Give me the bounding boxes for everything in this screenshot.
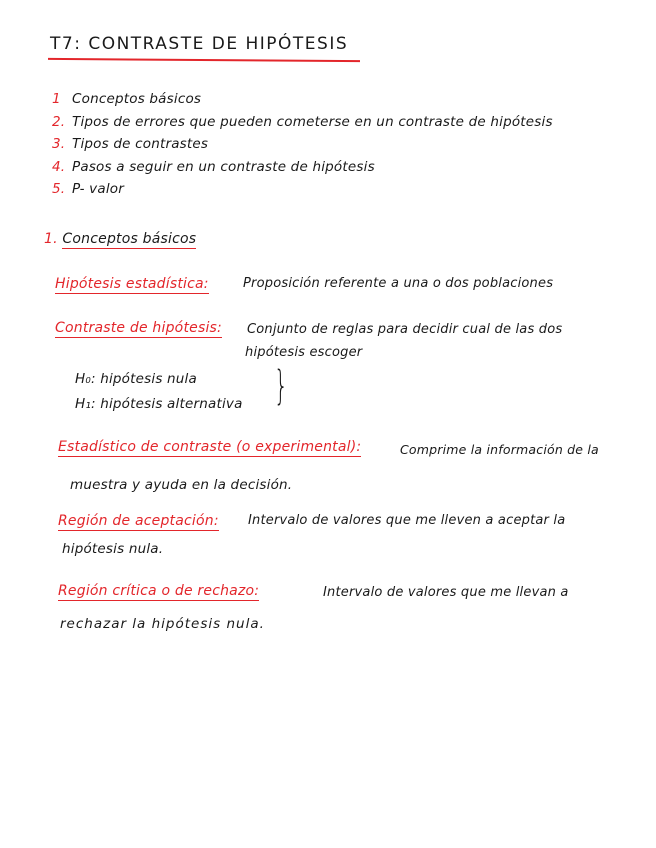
- toc-text: Tipos de errores que pueden cometerse en un contraste de hipótesis: [72, 113, 553, 130]
- definition-text-line1: Comprime la información de la: [400, 442, 599, 457]
- toc-text: Conceptos básicos: [72, 91, 202, 107]
- definition-text-line2: hipótesis escoger: [245, 345, 363, 360]
- section-number: 1.: [44, 231, 58, 247]
- toc-number: 2.: [52, 113, 66, 130]
- toc-item: [52, 111, 553, 134]
- definition-hipotesis-estadistica: [55, 276, 554, 292]
- toc-item: [52, 156, 553, 179]
- toc-item: [52, 88, 553, 111]
- definition-text-line2: rechazar la hipótesis nula.: [60, 616, 265, 632]
- definition-estadistico: [58, 439, 599, 493]
- page-title: T7: CONTRASTE DE HIPÓTESIS: [50, 34, 349, 54]
- toc-number: 4.: [52, 158, 66, 175]
- toc-number: 3.: [52, 136, 66, 153]
- toc-item: [52, 133, 553, 156]
- toc-text: P- valor: [72, 181, 124, 198]
- alternative-hypothesis: H₁: hipótesis alternativa: [75, 396, 243, 412]
- definition-term: Región de aceptación:: [58, 513, 219, 529]
- definition-text-line1: Conjunto de reglas para decidir cual de las dos: [247, 322, 563, 337]
- definition-text-line2: hipótesis nula.: [62, 541, 164, 557]
- section-title: Conceptos básicos: [62, 231, 197, 247]
- definition-text-line2: muestra y ayuda en la decisión.: [70, 477, 293, 493]
- toc-number: 1: [52, 91, 61, 107]
- right-brace-icon: }: [274, 363, 288, 409]
- toc-text: Pasos a seguir en un contraste de hipótesis: [72, 158, 375, 175]
- toc-number: 5.: [52, 181, 66, 198]
- definition-contraste-hipotesis: [55, 320, 563, 360]
- definition-term: Contraste de hipótesis:: [55, 320, 222, 336]
- section-heading: [44, 231, 196, 247]
- definition-term: Región crítica o de rechazo:: [58, 583, 260, 599]
- toc-item: [52, 178, 553, 201]
- definition-region-critica: [58, 583, 569, 632]
- definition-region-aceptacion: [58, 513, 566, 557]
- definition-text: Proposición referente a una o dos poblaciones: [243, 276, 554, 291]
- definition-text-line1: Intervalo de valores que me lleven a aceptar la: [248, 513, 566, 528]
- null-hypothesis: H₀: hipótesis nula: [75, 371, 197, 387]
- definition-text-line1: Intervalo de valores que me llevan a: [323, 585, 569, 600]
- definition-term: Hipótesis estadística:: [55, 276, 209, 292]
- toc-text: Tipos de contrastes: [72, 136, 209, 153]
- title-underline: [48, 58, 360, 62]
- table-of-contents: [52, 88, 553, 201]
- definition-term: Estadístico de contraste (o experimental):: [58, 439, 362, 455]
